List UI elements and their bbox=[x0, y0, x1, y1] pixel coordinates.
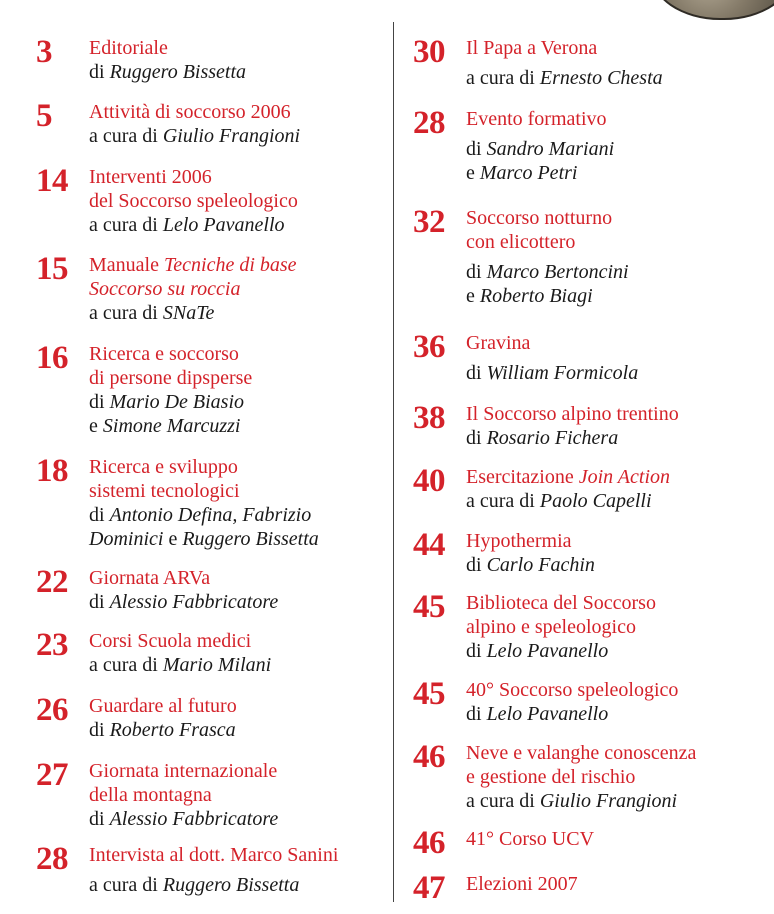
article-title-line: Gravina bbox=[466, 332, 531, 354]
author-credit: di Alessio Fabbricatore bbox=[89, 591, 279, 613]
article-title-line: Ricerca e soccorso bbox=[89, 343, 239, 365]
article-title-line: Esercitazione Join Action bbox=[466, 466, 670, 488]
author-credit: a cura di Paolo Capelli bbox=[466, 490, 652, 512]
page-number: 22 bbox=[36, 564, 68, 600]
page-number: 44 bbox=[413, 527, 445, 563]
author-credit: a cura di Giulio Frangioni bbox=[89, 125, 301, 147]
page-number: 36 bbox=[413, 329, 445, 365]
article-title-line: 40° Soccorso speleologico bbox=[466, 679, 679, 701]
page-number: 32 bbox=[413, 204, 445, 240]
author-credit: e Simone Marcuzzi bbox=[89, 415, 241, 437]
page-number: 26 bbox=[36, 692, 68, 728]
article-title-line: alpino e speleologico bbox=[466, 616, 636, 638]
article-title-line: Elezioni 2007 bbox=[466, 873, 578, 895]
page-number: 28 bbox=[413, 105, 445, 141]
page-number: 47 bbox=[413, 870, 445, 906]
article-title-line: con elicottero bbox=[466, 231, 576, 253]
author-credit: di Lelo Pavanello bbox=[466, 703, 609, 725]
author-credit: di Antonio Defina, Fabrizio bbox=[89, 504, 312, 526]
page-number: 40 bbox=[413, 463, 445, 499]
author-credit: a cura di SNaTe bbox=[89, 302, 215, 324]
author-credit: e Marco Petri bbox=[466, 162, 578, 184]
author-credit: di Marco Bertoncini bbox=[466, 261, 629, 283]
article-title-line: Hypothermia bbox=[466, 530, 572, 552]
article-title-line: Soccorso notturno bbox=[466, 207, 613, 229]
author-credit: e Roberto Biagi bbox=[466, 285, 593, 307]
article-title-line: Attività di soccorso 2006 bbox=[89, 101, 291, 123]
page-number: 46 bbox=[413, 825, 445, 861]
author-credit: di William Formicola bbox=[466, 362, 639, 384]
article-title-line: e gestione del rischio bbox=[466, 766, 636, 788]
author-credit: a cura di Lelo Pavanello bbox=[89, 214, 285, 236]
author-credit: di Carlo Fachin bbox=[466, 554, 595, 576]
article-title-line: Guardare al futuro bbox=[89, 695, 237, 717]
page-number: 3 bbox=[36, 34, 52, 70]
author-credit: di Ruggero Bissetta bbox=[89, 61, 247, 83]
author-credit: a cura di Ruggero Bissetta bbox=[89, 874, 300, 896]
article-title-line: Editoriale bbox=[89, 37, 168, 59]
article-title-line: Evento formativo bbox=[466, 108, 607, 130]
article-title-line: della montagna bbox=[89, 784, 212, 806]
page-number: 23 bbox=[36, 627, 68, 663]
page-number: 38 bbox=[413, 400, 445, 436]
author-credit: di Rosario Fichera bbox=[466, 427, 619, 449]
article-title-line: sistemi tecnologici bbox=[89, 480, 240, 502]
article-title-line: Intervista al dott. Marco Sanini bbox=[89, 844, 339, 866]
article-title-line: Corsi Scuola medici bbox=[89, 630, 252, 652]
page-number: 45 bbox=[413, 589, 445, 625]
page-number: 5 bbox=[36, 98, 52, 134]
author-credit: di Alessio Fabbricatore bbox=[89, 808, 279, 830]
article-title-line: Il Papa a Verona bbox=[466, 37, 598, 59]
article-title-line: Il Soccorso alpino trentino bbox=[466, 403, 679, 425]
article-title-line: Ricerca e sviluppo bbox=[89, 456, 238, 478]
page-number: 27 bbox=[36, 757, 68, 793]
page-number: 16 bbox=[36, 340, 68, 376]
article-title-line: Soccorso su roccia bbox=[89, 278, 241, 300]
author-credit: di Lelo Pavanello bbox=[466, 640, 609, 662]
article-title-line: Giornata internazionale bbox=[89, 760, 278, 782]
author-credit: di Sandro Mariani bbox=[466, 138, 615, 160]
page-number: 30 bbox=[413, 34, 445, 70]
article-title-line: di persone dipsperse bbox=[89, 367, 253, 389]
column-divider bbox=[393, 22, 394, 902]
article-title-line: Manuale Tecniche di base bbox=[89, 254, 297, 276]
page-number: 46 bbox=[413, 739, 445, 775]
page-number: 18 bbox=[36, 453, 68, 489]
author-credit: di Roberto Frasca bbox=[89, 719, 236, 741]
page-number: 14 bbox=[36, 163, 68, 199]
author-credit: a cura di Mario Milani bbox=[89, 654, 272, 676]
article-title-line: Neve e valanghe conoscenza bbox=[466, 742, 697, 764]
article-title-line: del Soccorso speleologico bbox=[89, 190, 298, 212]
page-number: 45 bbox=[413, 676, 445, 712]
author-credit: a cura di Ernesto Chesta bbox=[466, 67, 663, 89]
article-title-line: Biblioteca del Soccorso bbox=[466, 592, 656, 614]
article-title-line: Interventi 2006 bbox=[89, 166, 212, 188]
corner-photo bbox=[650, 0, 774, 20]
author-credit: a cura di Giulio Frangioni bbox=[466, 790, 678, 812]
article-title-line: Giornata ARVa bbox=[89, 567, 211, 589]
page-number: 15 bbox=[36, 251, 68, 287]
article-title-line: 41° Corso UCV bbox=[466, 828, 595, 850]
author-credit: di Mario De Biasio bbox=[89, 391, 244, 413]
page-number: 28 bbox=[36, 841, 68, 877]
author-credit: Dominici e Ruggero Bissetta bbox=[89, 528, 319, 550]
